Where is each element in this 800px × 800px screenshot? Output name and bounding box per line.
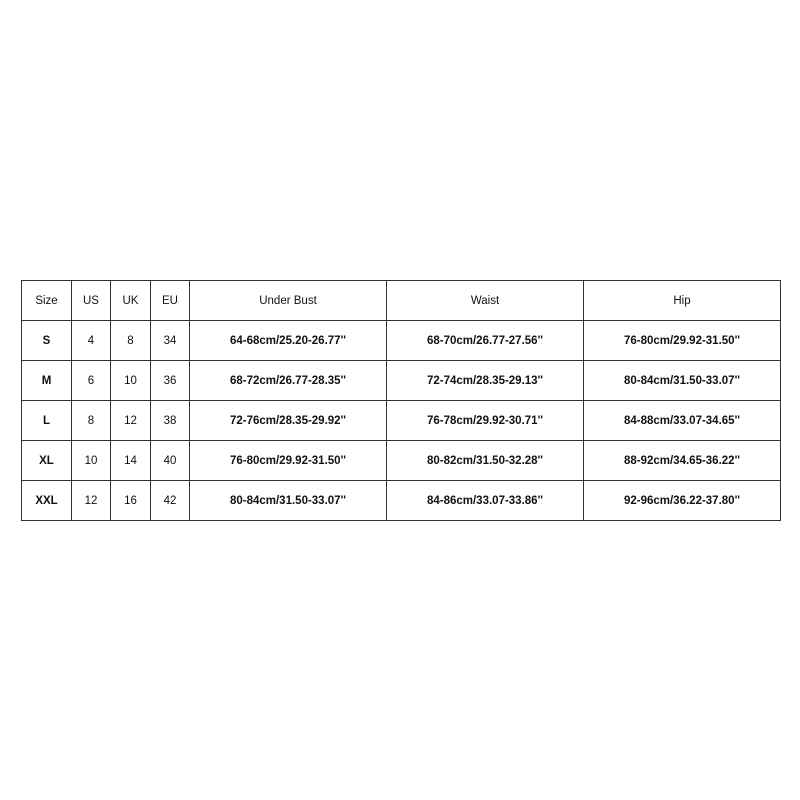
size-cell: L xyxy=(22,401,72,441)
waist-cell: 76-78cm/29.92-30.71'' xyxy=(387,401,584,441)
hip-cell: 88-92cm/34.65-36.22'' xyxy=(584,441,781,481)
header-uk: UK xyxy=(111,281,151,321)
uk-cell: 16 xyxy=(111,481,151,521)
hip-cell: 76-80cm/29.92-31.50'' xyxy=(584,321,781,361)
hip-cell: 92-96cm/36.22-37.80'' xyxy=(584,481,781,521)
under-bust-cell: 64-68cm/25.20-26.77'' xyxy=(190,321,387,361)
size-cell: XL xyxy=(22,441,72,481)
waist-cell: 84-86cm/33.07-33.86'' xyxy=(387,481,584,521)
hip-cell: 80-84cm/31.50-33.07'' xyxy=(584,361,781,401)
table-row xyxy=(22,361,781,401)
us-cell: 12 xyxy=(72,481,111,521)
under-bust-cell: 68-72cm/26.77-28.35'' xyxy=(190,361,387,401)
under-bust-cell: 76-80cm/29.92-31.50'' xyxy=(190,441,387,481)
table-header-row xyxy=(22,281,781,321)
eu-cell: 38 xyxy=(151,401,190,441)
waist-cell: 72-74cm/28.35-29.13'' xyxy=(387,361,584,401)
uk-cell: 8 xyxy=(111,321,151,361)
under-bust-cell: 72-76cm/28.35-29.92'' xyxy=(190,401,387,441)
us-cell: 10 xyxy=(72,441,111,481)
table-row xyxy=(22,441,781,481)
uk-cell: 12 xyxy=(111,401,151,441)
header-us: US xyxy=(72,281,111,321)
uk-cell: 14 xyxy=(111,441,151,481)
size-cell: S xyxy=(22,321,72,361)
uk-cell: 10 xyxy=(111,361,151,401)
waist-cell: 80-82cm/31.50-32.28'' xyxy=(387,441,584,481)
header-eu: EU xyxy=(151,281,190,321)
eu-cell: 34 xyxy=(151,321,190,361)
eu-cell: 40 xyxy=(151,441,190,481)
header-under-bust: Under Bust xyxy=(190,281,387,321)
size-chart-table xyxy=(21,280,781,521)
header-waist: Waist xyxy=(387,281,584,321)
us-cell: 4 xyxy=(72,321,111,361)
eu-cell: 36 xyxy=(151,361,190,401)
table-row xyxy=(22,321,781,361)
us-cell: 8 xyxy=(72,401,111,441)
header-size: Size xyxy=(22,281,72,321)
header-hip: Hip xyxy=(584,281,781,321)
size-cell: M xyxy=(22,361,72,401)
waist-cell: 68-70cm/26.77-27.56'' xyxy=(387,321,584,361)
under-bust-cell: 80-84cm/31.50-33.07'' xyxy=(190,481,387,521)
hip-cell: 84-88cm/33.07-34.65'' xyxy=(584,401,781,441)
eu-cell: 42 xyxy=(151,481,190,521)
table-row xyxy=(22,481,781,521)
table-row xyxy=(22,401,781,441)
size-cell: XXL xyxy=(22,481,72,521)
us-cell: 6 xyxy=(72,361,111,401)
